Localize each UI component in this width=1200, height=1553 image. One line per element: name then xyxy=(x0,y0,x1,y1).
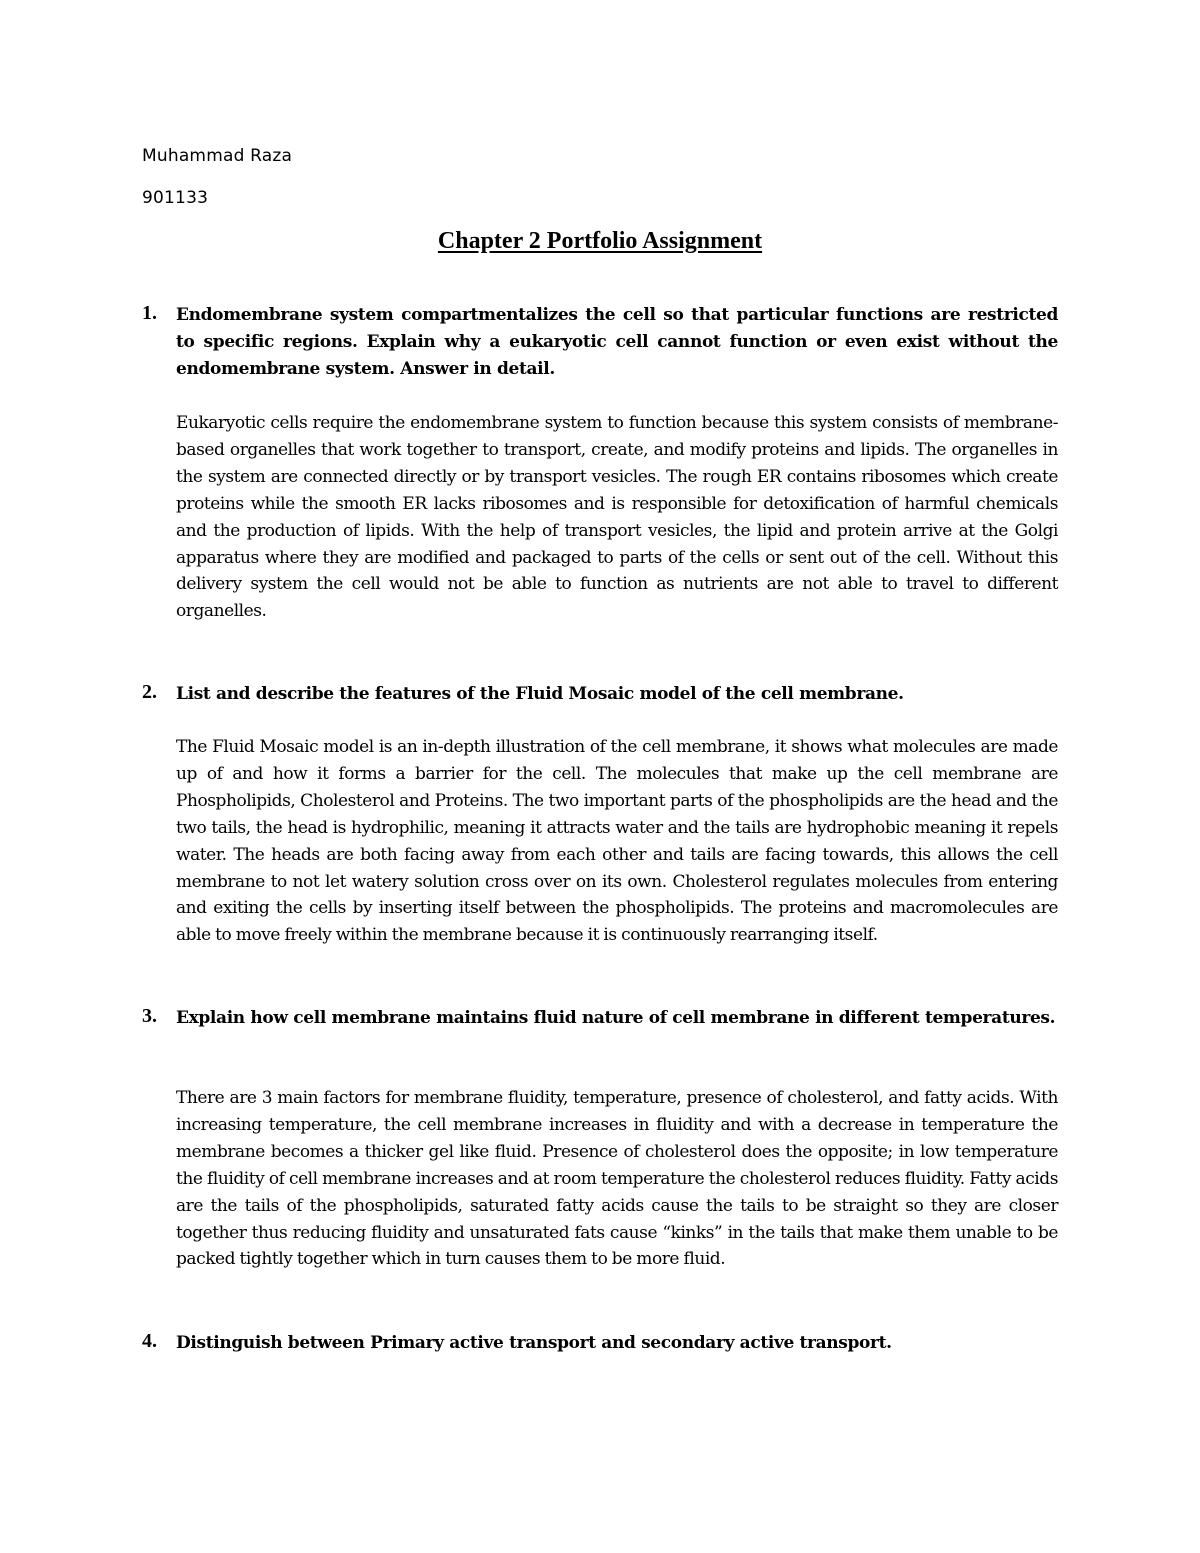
question-2-number: 2. xyxy=(142,681,157,703)
answer-2-text: The Fluid Mosaic model is an in-depth illustration of the cell membrane, it shows what molecules are made up of and how it forms a barrier for the cell. The molecules that make up the cell membrane are Phospholipids, Cholesterol and Proteins. The two important parts of the phospholipids are the head and the two tails, the head is hydrophilic, meaning it attracts water and the tails are hydrophobic meaning it repels water. The heads are both facing away from each other and tails are facing towards, this allows the cell membrane to not let watery solution cross over on its own. Cholesterol regulates molecules from entering and exiting the cells by inserting itself between the phospholipids. The proteins and macromolecules are able to move freely within the membrane because it is continuously rearranging itself. xyxy=(176,737,1058,946)
question-3-text: Explain how cell membrane maintains fluid nature of cell membrane in different temperatures. xyxy=(176,1008,1056,1028)
answer-3-text: There are 3 main factors for membrane fluidity, temperature, presence of cholesterol, and fatty acids. With increasing temperature, the cell membrane increases in fluidity and with a decrease in temperature the membrane becomes a thicker gel like fluid. Presence of cholesterol does the opposite; in low temperature the fluidity of cell membrane increases and at room temperature the cholesterol reduces fluidity. Fatty acids are the tails of the phospholipids, saturated fatty acids cause the tails to be straight so they are closer together thus reducing fluidity and unsaturated fats cause “kinks” in the tails that make them unable to be packed tightly together which in turn causes them to be more fluid. xyxy=(176,1088,1058,1270)
student-id: 901133 xyxy=(142,188,209,208)
question-4-number: 4. xyxy=(142,1330,157,1352)
document-title: Chapter 2 Portfolio Assignment xyxy=(437,228,763,254)
author-name: Muhammad Raza xyxy=(142,146,293,166)
question-1-text: Endomembrane system compartmentalizes the cell so that particular functions are restricted to specific regions. Explain why a eukaryotic cell cannot function or even exist without the endomembrane system. Answer in detail. xyxy=(176,305,1058,379)
question-4-text: Distinguish between Primary active transport and secondary active transport. xyxy=(176,1333,892,1353)
question-3-number: 3. xyxy=(142,1005,157,1027)
answer-1-text: Eukaryotic cells require the endomembrane system to function because this system consists of membrane-based organelles that work together to transport, create, and modify proteins and lipids. The organelles in the system are connected directly or by transport vesicles. The rough ER contains ribosomes which create proteins while the smooth ER lacks ribosomes and is responsible for detoxification of harmful chemicals and the production of lipids. With the help of transport vesicles, the lipid and protein arrive at the Golgi apparatus where they are modified and packaged to parts of the cells or sent out of the cell. Without this delivery system the cell would not be able to function as nutrients are not able to travel to different organelles. xyxy=(176,413,1058,622)
question-1-number: 1. xyxy=(142,302,157,324)
question-2-text: List and describe the features of the Fluid Mosaic model of the cell membrane. xyxy=(176,684,904,704)
